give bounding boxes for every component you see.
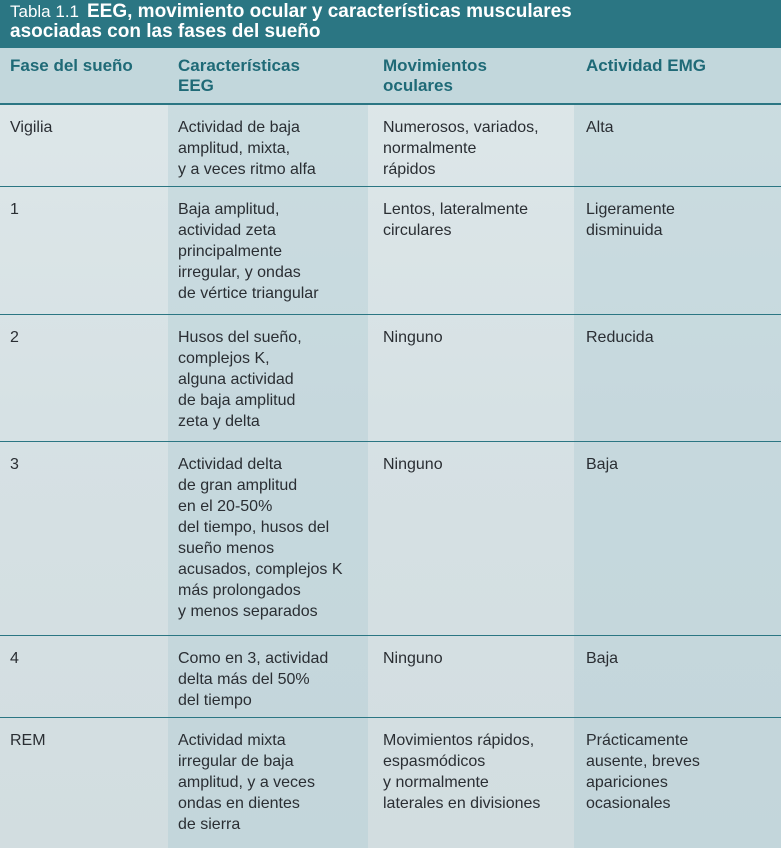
cell-line: complejos K, [178,350,270,367]
cell-line: y a veces ritmo alfa [178,161,316,178]
cell-line: ondas en dientes [178,795,300,812]
cell-line: de gran amplitud [178,477,298,494]
cell-line: Ninguno [383,329,443,346]
cell-line: más prolongados [178,582,301,599]
cell-line: Ninguno [383,456,443,473]
header-ocular-line1: Movimientos [383,56,487,75]
cell-line: principalmente [178,243,283,260]
table-title-line1: EEG, movimiento ocular y características musculares [87,1,572,22]
cell-line: amplitud, y a veces [178,774,315,791]
cell-line: del tiempo [178,692,252,709]
cell-line: espasmódicos [383,753,486,770]
cell-line: disminuida [586,222,663,239]
header-emg-line1: Actividad EMG [586,56,706,75]
header-eeg-line2: EEG [178,76,214,95]
cell-line: del tiempo, husos del [178,519,330,536]
cell-line: de vértice triangular [178,285,319,302]
cell-line: actividad zeta [178,222,276,239]
header-ocular-line2: oculares [383,76,453,95]
header-fase-line1: Fase del sueño [10,56,133,75]
table-row [0,105,781,187]
cell-ocular [383,327,573,348]
cell-line: Actividad mixta [178,732,286,749]
cell-line: 3 [10,456,19,473]
table-row [0,636,781,718]
cell-line: 4 [10,650,19,667]
cell-emg [586,730,776,814]
cell-emg [586,648,776,669]
header-emg [586,56,776,76]
cell-line: y normalmente [383,774,489,791]
cell-eeg [178,648,368,711]
table-title [0,0,781,48]
cell-line: Actividad delta [178,456,283,473]
cell-line: 1 [10,201,19,218]
cell-fase [10,648,160,669]
cell-eeg [178,117,368,180]
cell-emg [586,454,776,475]
header-eeg-line1: Características [178,56,300,75]
cell-line: ocasionales [586,795,671,812]
cell-line: normalmente [383,140,477,157]
cell-line: irregular de baja [178,753,294,770]
cell-fase [10,199,160,220]
cell-line: Lentos, lateralmente [383,201,528,218]
cell-line: rápidos [383,161,436,178]
cell-line: Baja amplitud, [178,201,280,218]
cell-ocular [383,648,573,669]
cell-emg [586,327,776,348]
cell-line: de sierra [178,816,241,833]
cell-line: Vigilia [10,119,53,136]
cell-line: Baja [586,456,619,473]
cell-line: Alta [586,119,614,136]
cell-eeg [178,327,368,432]
table-title-line2: asociadas con las fases del sueño [10,21,321,42]
table-row [0,315,781,442]
cell-line: irregular, y ondas [178,264,301,281]
cell-eeg [178,454,368,622]
cell-line: amplitud, mixta, [178,140,291,157]
cell-ocular [383,117,573,180]
cell-ocular [383,199,573,241]
cell-line: sueño menos [178,540,275,557]
cell-fase [10,117,160,138]
cell-line: Husos del sueño, [178,329,302,346]
cell-fase [10,730,160,751]
cell-fase [10,327,160,348]
cell-line: y menos separados [178,603,318,620]
cell-line: 2 [10,329,19,346]
cell-line: Como en 3, actividad [178,650,329,667]
cell-line: delta más del 50% [178,671,310,688]
cell-line: Numerosos, variados, [383,119,539,136]
header-eeg [178,56,368,96]
cell-line: Ligeramente [586,201,675,218]
cell-eeg [178,730,368,835]
cell-emg [586,117,776,138]
cell-line: en el 20-50% [178,498,273,515]
cell-line: apariciones [586,774,668,791]
cell-eeg [178,199,368,304]
cell-line: de baja amplitud [178,392,296,409]
cell-line: laterales en divisiones [383,795,541,812]
cell-line: ausente, breves [586,753,700,770]
cell-line: REM [10,732,46,749]
cell-line: Actividad de baja [178,119,300,136]
cell-line: Reducida [586,329,654,346]
table-row [0,718,781,848]
cell-line: acusados, complejos K [178,561,343,578]
cell-line: circulares [383,222,452,239]
cell-ocular [383,730,573,814]
table-header-row [0,48,781,105]
cell-line: zeta y delta [178,413,260,430]
cell-line: Baja [586,650,619,667]
cell-line: Prácticamente [586,732,689,749]
table-label: Tabla 1.1 [10,2,79,21]
cell-line: Ninguno [383,650,443,667]
cell-line: alguna actividad [178,371,294,388]
cell-ocular [383,454,573,475]
cell-line: Movimientos rápidos, [383,732,535,749]
cell-emg [586,199,776,241]
cell-fase [10,454,160,475]
table-row [0,187,781,315]
header-fase [10,56,170,76]
header-ocular [383,56,573,96]
table-row [0,442,781,636]
